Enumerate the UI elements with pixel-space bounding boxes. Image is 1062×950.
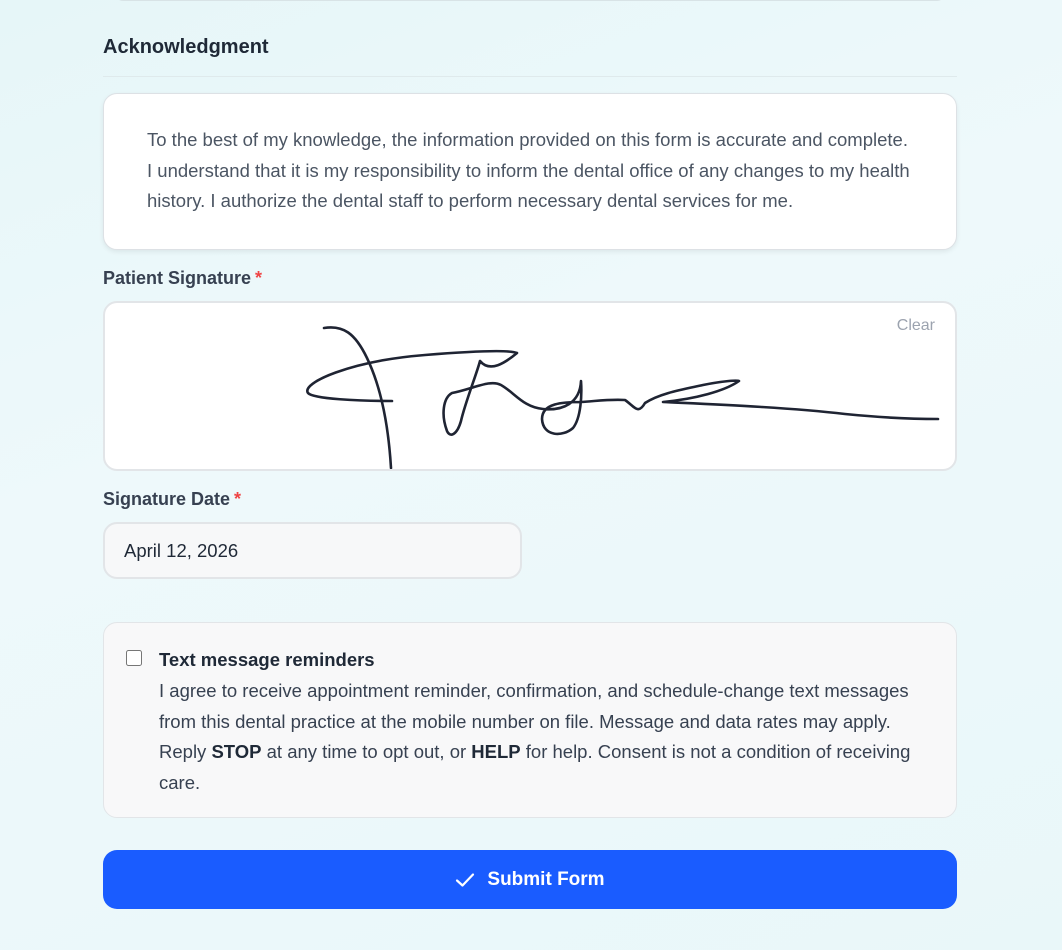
required-marker: *	[234, 489, 242, 509]
section-title: Acknowledgment	[103, 36, 269, 58]
signature-drawing	[105, 303, 957, 471]
signature-date-input[interactable]	[103, 522, 522, 579]
previous-section-card-edge	[115, 0, 945, 1]
stop-keyword: STOP	[211, 741, 262, 762]
section-divider	[103, 76, 957, 77]
submit-form-button[interactable]	[103, 850, 957, 909]
sms-consent-title: Text message reminders	[159, 649, 375, 670]
signature-date-label-text: Signature Date	[103, 489, 231, 509]
acknowledgment-statement-box	[103, 93, 957, 250]
required-marker: *	[255, 268, 263, 288]
sms-consent-text-mid: at any time to opt out, or	[261, 741, 472, 762]
help-keyword: HELP	[471, 741, 521, 762]
signature-pad[interactable]	[103, 301, 957, 471]
signature-label-text: Patient Signature	[103, 268, 252, 288]
sms-consent-text	[159, 676, 934, 798]
sms-consent-box	[103, 622, 957, 818]
clear-signature-button[interactable]: Clear	[896, 317, 935, 334]
check-icon	[455, 872, 475, 888]
acknowledgment-statement: To the best of my knowledge, the information provided on this form is accurate and complete. I understand that it is my responsibility to inform the dental office of any changes to my health history. I authorize the dental staff to perform necessary dental services for me.	[147, 129, 910, 211]
submit-form-label: Submit Form	[487, 868, 605, 890]
sms-consent-text-intro: I agree to receive appointment reminder, confirmation, and schedule-change text messages from this dental practice at the mobile number on file. Message and data rates may apply. Reply	[159, 680, 909, 762]
sms-consent-text-end: for help. Consent is not a condition of receiving care.	[159, 741, 911, 793]
signature-label	[103, 268, 262, 289]
signature-date-label	[103, 489, 241, 510]
sms-consent-checkbox[interactable]	[126, 650, 142, 666]
